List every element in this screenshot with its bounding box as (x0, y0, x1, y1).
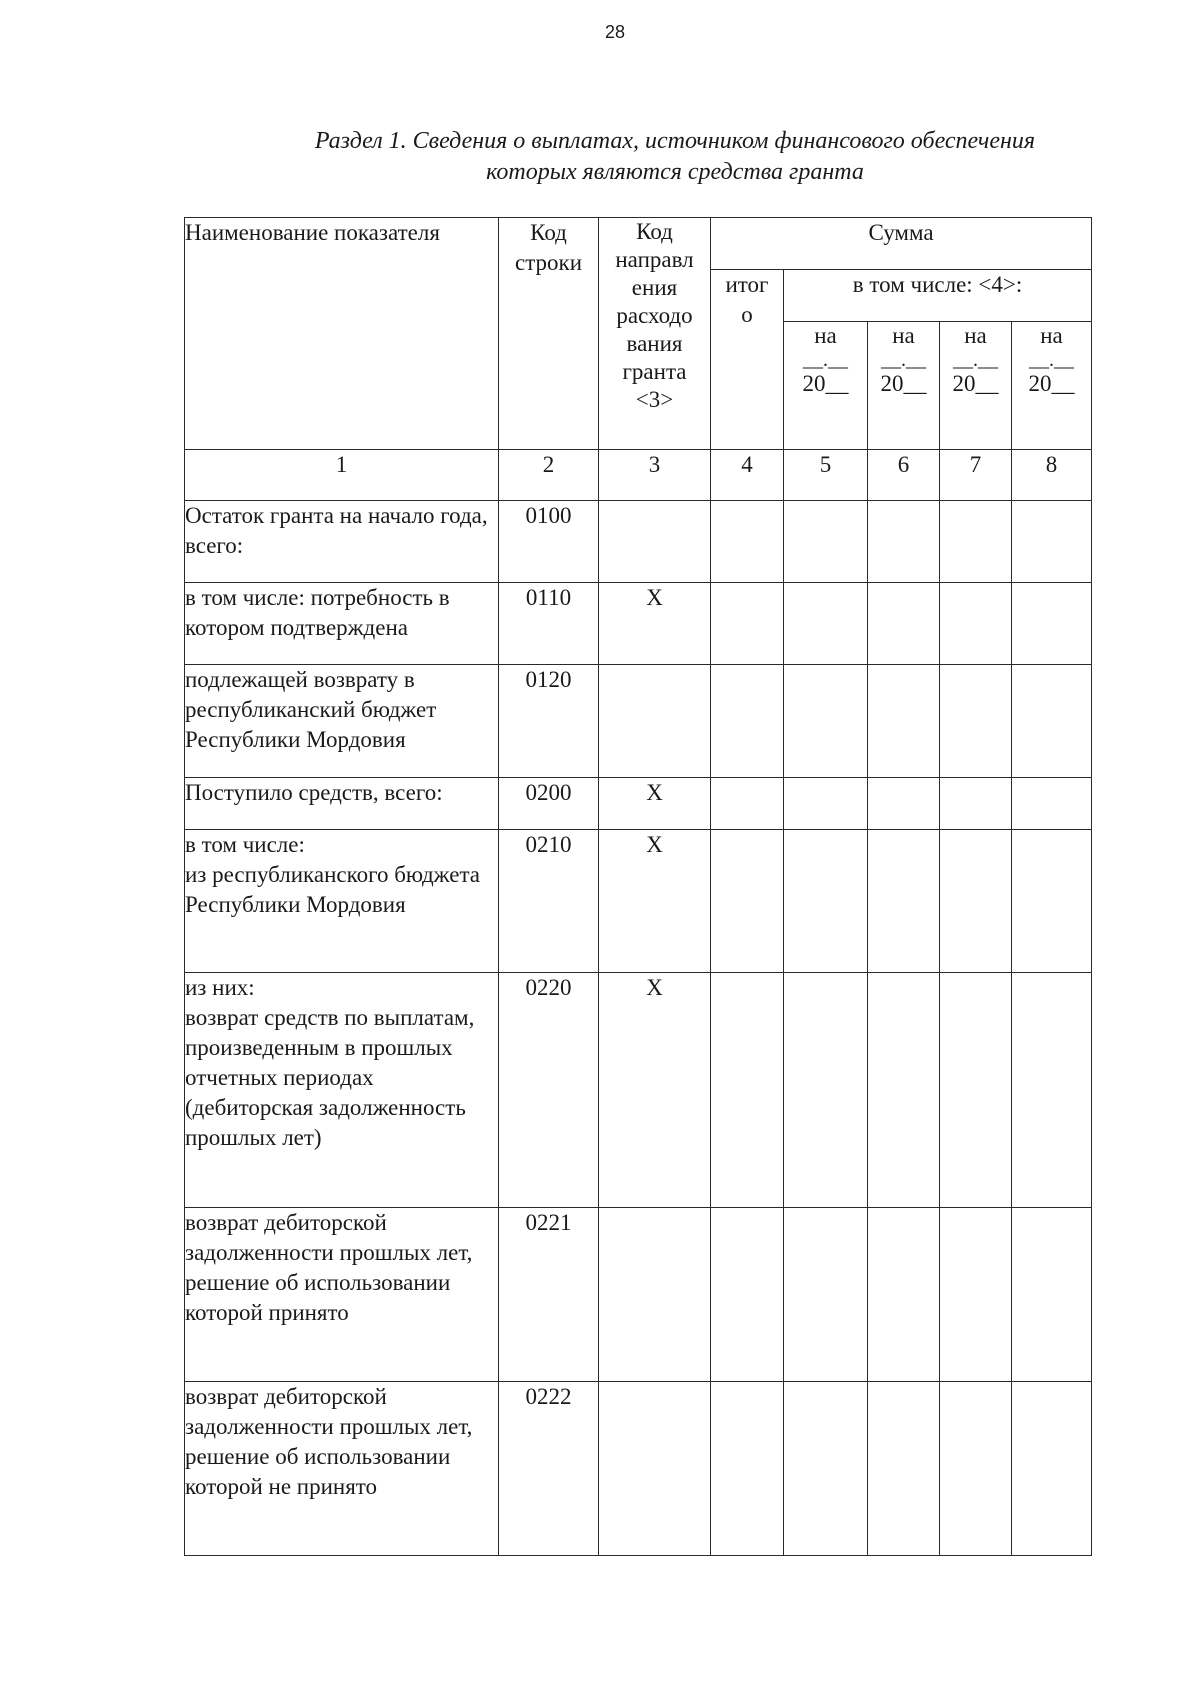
row-indicator-name: возврат дебиторской задолженности прошлых лет, решение об использовании которой принято (185, 1208, 499, 1382)
header-dir-line-1: Код (636, 219, 673, 244)
row-amount-col-4 (711, 1208, 784, 1382)
date-year: 20__ (802, 371, 849, 396)
row-direction-code: X (599, 830, 711, 973)
row-amount-col-5 (784, 973, 868, 1208)
column-number: 5 (784, 450, 868, 501)
header-total-line-2: о (741, 302, 753, 327)
date-na: на (964, 323, 987, 348)
header-indicator-name: Наименование показателя (185, 218, 499, 450)
row-amount-col-7 (940, 778, 1012, 830)
header-date-col-8 (1012, 322, 1092, 450)
column-number: 3 (599, 450, 711, 501)
row-code: 0221 (499, 1208, 599, 1382)
header-dir-line-3: ения (631, 275, 678, 300)
row-indicator-name: в том числе: из республиканского бюджета Республики Мордовия (185, 830, 499, 973)
row-amount-col-8 (1012, 583, 1092, 665)
table-row (185, 1382, 1092, 1556)
row-amount-col-6 (868, 665, 940, 778)
header-date-col-7 (940, 322, 1012, 450)
table-row (185, 778, 1092, 830)
header-date-col-6 (868, 322, 940, 450)
row-amount-col-6 (868, 1208, 940, 1382)
header-direction-code (599, 218, 711, 450)
row-amount-col-6 (868, 830, 940, 973)
header-total (711, 270, 784, 450)
table-row (185, 830, 1092, 973)
row-code: 0210 (499, 830, 599, 973)
date-na: на (1040, 323, 1063, 348)
row-amount-col-8 (1012, 1382, 1092, 1556)
date-year: 20__ (880, 371, 927, 396)
date-na: на (814, 323, 837, 348)
row-amount-col-4 (711, 973, 784, 1208)
section-title (240, 126, 1110, 188)
header-row-code-line-2: строки (514, 250, 583, 275)
column-number: 2 (499, 450, 599, 501)
row-amount-col-5 (784, 1382, 868, 1556)
row-amount-col-5 (784, 830, 868, 973)
section-title-line-2: которых являются средства гранта (486, 159, 864, 185)
row-code: 0100 (499, 501, 599, 583)
row-amount-col-5 (784, 665, 868, 778)
row-amount-col-7 (940, 1208, 1012, 1382)
row-code: 0222 (499, 1382, 599, 1556)
row-amount-col-5 (784, 501, 868, 583)
date-year: 20__ (1028, 371, 1075, 396)
row-amount-col-6 (868, 583, 940, 665)
row-amount-col-6 (868, 778, 940, 830)
row-direction-code: X (599, 778, 711, 830)
column-number: 8 (1012, 450, 1092, 501)
row-amount-col-7 (940, 830, 1012, 973)
header-dir-line-2: направл (615, 247, 694, 272)
row-direction-code (599, 501, 711, 583)
header-dir-line-6: гранта (622, 359, 687, 384)
row-indicator-name: из них: возврат средств по выплатам, произведенным в прошлых отчетных периодах (дебиторская задолженность прошлых лет) (185, 973, 499, 1208)
header-total-line-1: итог (725, 272, 769, 297)
row-amount-col-4 (711, 830, 784, 973)
row-amount-col-6 (868, 501, 940, 583)
header-row-code (499, 218, 599, 450)
page-number: 28 (604, 22, 626, 42)
date-blank: __.__ (1029, 349, 1075, 371)
header-row-code-line-1: Код (530, 220, 567, 245)
row-amount-col-7 (940, 665, 1012, 778)
row-amount-col-8 (1012, 973, 1092, 1208)
column-number: 4 (711, 450, 784, 501)
row-indicator-name: возврат дебиторской задолженности прошлых лет, решение об использовании которой не принято (185, 1382, 499, 1556)
column-number: 7 (940, 450, 1012, 501)
column-number-row (185, 450, 1092, 501)
header-dir-line-4: расходо (616, 303, 693, 328)
row-code: 0220 (499, 973, 599, 1208)
table-row (185, 973, 1092, 1208)
row-direction-code (599, 665, 711, 778)
row-amount-col-8 (1012, 501, 1092, 583)
row-amount-col-5 (784, 1208, 868, 1382)
header-including: в том числе: <4>: (784, 270, 1092, 322)
column-number: 6 (868, 450, 940, 501)
grant-payments-table (184, 217, 1092, 1556)
row-amount-col-7 (940, 501, 1012, 583)
row-amount-col-7 (940, 973, 1012, 1208)
row-amount-col-4 (711, 583, 784, 665)
header-date-col-5 (784, 322, 868, 450)
row-amount-col-8 (1012, 665, 1092, 778)
header-sum: Сумма (711, 218, 1092, 270)
row-amount-col-6 (868, 1382, 940, 1556)
row-amount-col-5 (784, 583, 868, 665)
date-blank: __.__ (803, 349, 848, 371)
table-row (185, 583, 1092, 665)
row-amount-col-5 (784, 778, 868, 830)
row-indicator-name: Поступило средств, всего: (185, 778, 499, 830)
row-direction-code (599, 1382, 711, 1556)
row-amount-col-7 (940, 583, 1012, 665)
section-title-line-1: Раздел 1. Сведения о выплатах, источником финансового обеспечения (314, 128, 1036, 154)
row-indicator-name: Остаток гранта на начало года, всего: (185, 501, 499, 583)
date-year: 20__ (952, 371, 999, 396)
date-blank: __.__ (881, 349, 926, 371)
row-amount-col-4 (711, 501, 784, 583)
row-code: 0120 (499, 665, 599, 778)
row-code: 0110 (499, 583, 599, 665)
header-dir-line-7: <3> (635, 387, 674, 412)
row-direction-code: X (599, 583, 711, 665)
column-number: 1 (185, 450, 499, 501)
row-amount-col-8 (1012, 778, 1092, 830)
row-code: 0200 (499, 778, 599, 830)
row-indicator-name: в том числе: потребность в котором подтверждена (185, 583, 499, 665)
row-amount-col-7 (940, 1382, 1012, 1556)
table-row (185, 1208, 1092, 1382)
date-na: на (892, 323, 915, 348)
row-amount-col-4 (711, 1382, 784, 1556)
row-amount-col-8 (1012, 830, 1092, 973)
row-indicator-name: подлежащей возврату в республиканский бюджет Республики Мордовия (185, 665, 499, 778)
date-blank: __.__ (953, 349, 998, 371)
row-direction-code: X (599, 973, 711, 1208)
table-row (185, 665, 1092, 778)
row-amount-col-4 (711, 665, 784, 778)
row-amount-col-6 (868, 973, 940, 1208)
row-amount-col-8 (1012, 1208, 1092, 1382)
table-row (185, 501, 1092, 583)
header-dir-line-5: вания (626, 331, 683, 356)
row-amount-col-4 (711, 778, 784, 830)
row-direction-code (599, 1208, 711, 1382)
